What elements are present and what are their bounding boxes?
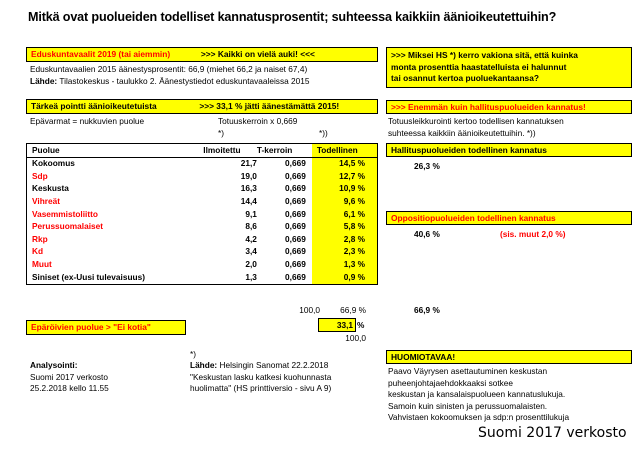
elections-label: Eduskuntavaalit 2019 (tai aiemmin) xyxy=(31,49,171,59)
cell-party-name: Kokoomus xyxy=(32,158,75,169)
cell-actual: 0,9 % xyxy=(312,271,377,284)
page-title: Mitkä ovat puolueiden todelliset kannatusprosentit; suhteessa kaikkiin äänioikeutettuihin? xyxy=(28,10,557,24)
cell-actual: 12,7 % xyxy=(312,170,377,183)
nonvoters-percent-sign: % xyxy=(357,320,365,330)
source-headline-2: huolimatta" (HS printtiversio - sivu A 9) xyxy=(190,383,332,394)
cell-coefficient: 0,669 xyxy=(285,208,306,219)
cell-party-name: Vihreät xyxy=(32,195,60,206)
attention-line4: Samoin kuin sinisten ja perussuomalaisten. xyxy=(388,400,548,411)
col-header-reported: Ilmoitettu xyxy=(203,144,241,155)
brand-footer: Suomi 2017 verkosto xyxy=(478,425,627,441)
hs-question-box xyxy=(386,47,632,88)
more-than-government-bar xyxy=(386,100,632,114)
opposition-support-value: 40,6 % xyxy=(414,229,440,239)
truth-clipping-explanation xyxy=(388,116,564,139)
elections-source-text: Tilastokeskus - taulukko 2. Äänestystiedot eduskuntavaaleissa 2015 xyxy=(57,75,310,86)
opposition-support-note: (sis. muut 2,0 %) xyxy=(500,229,566,239)
attention-line2: puheenjohtajaehdokkaaksi sotkee xyxy=(388,377,514,388)
cell-reported: 19,0 xyxy=(240,170,257,181)
cell-actual: 14,5 % xyxy=(312,157,377,170)
nonvoters-highlight-value: 33,1 xyxy=(318,318,356,332)
attention-line5: Vahvistaen kokoomuksen ja sdp:n prosenttilukuja xyxy=(388,412,570,423)
cell-coefficient: 0,669 xyxy=(285,195,306,206)
cell-coefficient: 0,669 xyxy=(285,246,306,257)
cell-coefficient: 0,669 xyxy=(285,233,306,244)
footnote-marker-c: *) xyxy=(190,349,196,359)
cell-actual: 2,8 % xyxy=(312,233,377,246)
elections-callout: >>> Kaikki on vielä auki! <<< xyxy=(200,49,315,59)
doubters-label: Epäröivien puolue > "Ei kotia" xyxy=(31,322,151,332)
government-support-label: Hallituspuolueiden todellinen kannatus xyxy=(391,145,547,155)
cell-coefficient: 0,669 xyxy=(285,221,306,232)
cell-party-name: Kd xyxy=(32,246,44,257)
col-header-party: Puolue xyxy=(32,144,60,155)
cell-actual: 6,1 % xyxy=(312,208,377,221)
attention-label: HUOMIOTAVAA! xyxy=(391,352,456,362)
attention-line3: keskustan ja kansalaispuolueen kannatuslukuja. xyxy=(388,389,566,400)
cell-coefficient: 0,669 xyxy=(285,170,306,181)
truth-clipping-line2: suhteessa kaikkiin äänioikeutettuihin. *)) xyxy=(388,127,536,138)
party-support-table xyxy=(26,143,378,285)
elections-source-label: Lähde: xyxy=(30,75,58,86)
more-than-government-label: >>> Enemmän kuin hallituspuolueiden kannatus! xyxy=(391,102,586,112)
footnote-marker-b: *)) xyxy=(319,128,328,138)
footnote-marker-a: *) xyxy=(218,128,224,138)
analysis-label: Analysointi: xyxy=(30,360,78,370)
elections-sub-line1: Eduskuntavaalien 2015 äänestysprosentit: 66,9 (miehet 66,2 ja naiset 67,4) xyxy=(30,64,308,74)
cell-coefficient: 0,669 xyxy=(285,258,306,269)
source-headline-1: "Keskustan lasku katkesi kuohunnasta xyxy=(190,371,332,382)
cell-actual: 1,3 % xyxy=(312,258,377,271)
table-row xyxy=(27,195,377,208)
point-highlight-bar xyxy=(26,99,378,114)
cell-coefficient: 0,669 xyxy=(285,183,306,194)
opposition-support-bar xyxy=(386,211,632,225)
elections-subtext xyxy=(30,64,390,87)
attention-body xyxy=(388,366,569,424)
cell-party-name: Vasemmistoliitto xyxy=(32,208,98,219)
table-row xyxy=(27,271,377,284)
total-actual: 66,9 % xyxy=(340,305,366,315)
source-publication: Helsingin Sanomat 22.2.2018 xyxy=(217,360,329,370)
cell-reported: 4,2 xyxy=(245,233,257,244)
table-row xyxy=(27,233,377,246)
cell-party-name: Keskusta xyxy=(32,183,69,194)
grand-total: 100,0 xyxy=(345,333,366,343)
cell-reported: 14,4 xyxy=(240,195,257,206)
cell-actual: 10,9 % xyxy=(312,183,377,196)
cell-reported: 21,7 xyxy=(240,158,257,169)
attention-line1: Paavo Väyrysen asettautuminen keskustan xyxy=(388,366,548,376)
analysis-block xyxy=(30,360,109,395)
truth-clipping-line1: Totuusleikkurointi kertoo todellisen kannatuksen xyxy=(388,116,564,126)
right-column-total: 66,9 % xyxy=(414,305,440,315)
cell-party-name: Sdp xyxy=(32,170,48,181)
cell-reported: 8,6 xyxy=(245,221,257,232)
uncertain-voters-label: Epävarmat = nukkuvien puolue xyxy=(30,116,145,126)
table-header-row xyxy=(27,144,377,157)
cell-reported: 16,3 xyxy=(240,183,257,194)
cell-reported: 9,1 xyxy=(245,208,257,219)
table-row xyxy=(27,157,377,170)
cell-actual: 5,8 % xyxy=(312,221,377,234)
attention-bar xyxy=(386,350,632,364)
analysis-date: 25.2.2018 kello 11.55 xyxy=(30,383,109,394)
total-reported: 100,0 xyxy=(299,305,320,315)
government-support-bar xyxy=(386,143,632,157)
table-row xyxy=(27,258,377,271)
cell-party-name: Rkp xyxy=(32,233,48,244)
cell-party-name: Siniset (ex-Uusi tulevaisuus) xyxy=(32,271,145,282)
table-row xyxy=(27,246,377,259)
cell-coefficient: 0,669 xyxy=(285,271,306,282)
cell-party-name: Muut xyxy=(32,258,52,269)
hs-question-line2: monta prosenttia haastatelluista ei halunnut xyxy=(391,61,567,72)
source-block xyxy=(190,360,331,395)
table-row xyxy=(27,208,377,221)
cell-coefficient: 0,669 xyxy=(285,158,306,169)
point-label: Tärkeä pointti äänioikeutetuista xyxy=(31,101,157,111)
table-row xyxy=(27,170,377,183)
government-support-value: 26,3 % xyxy=(414,161,440,171)
elections-highlight-bar xyxy=(26,47,378,62)
hs-question-line3: tai osannut kertoa puoluekantaansa? xyxy=(391,73,539,84)
cell-reported: 3,4 xyxy=(245,246,257,257)
cell-actual: 2,3 % xyxy=(312,246,377,259)
cell-party-name: Perussuomalaiset xyxy=(32,221,104,232)
opposition-support-label: Oppositiopuolueiden todellinen kannatus xyxy=(391,213,556,223)
source-label: Lähde: xyxy=(190,360,218,370)
truth-coefficient-label: Totuuskerroin x 0,669 xyxy=(218,116,298,126)
cell-reported: 1,3 xyxy=(245,271,257,282)
analysis-org: Suomi 2017 verkosto xyxy=(30,371,108,382)
col-header-actual: Todellinen xyxy=(312,144,377,157)
col-header-coefficient: T-kerroin xyxy=(256,144,293,155)
point-callout: >>> 33,1 % jätti äänestämättä 2015! xyxy=(199,101,340,111)
cell-reported: 2,0 xyxy=(245,258,257,269)
cell-actual: 9,6 % xyxy=(312,195,377,208)
doubters-highlight-bar xyxy=(26,320,186,335)
hs-question-line1: >>> Miksei HS *) kerro vakiona sitä, että kuinka xyxy=(391,50,578,60)
table-row xyxy=(27,183,377,196)
table-row xyxy=(27,221,377,234)
